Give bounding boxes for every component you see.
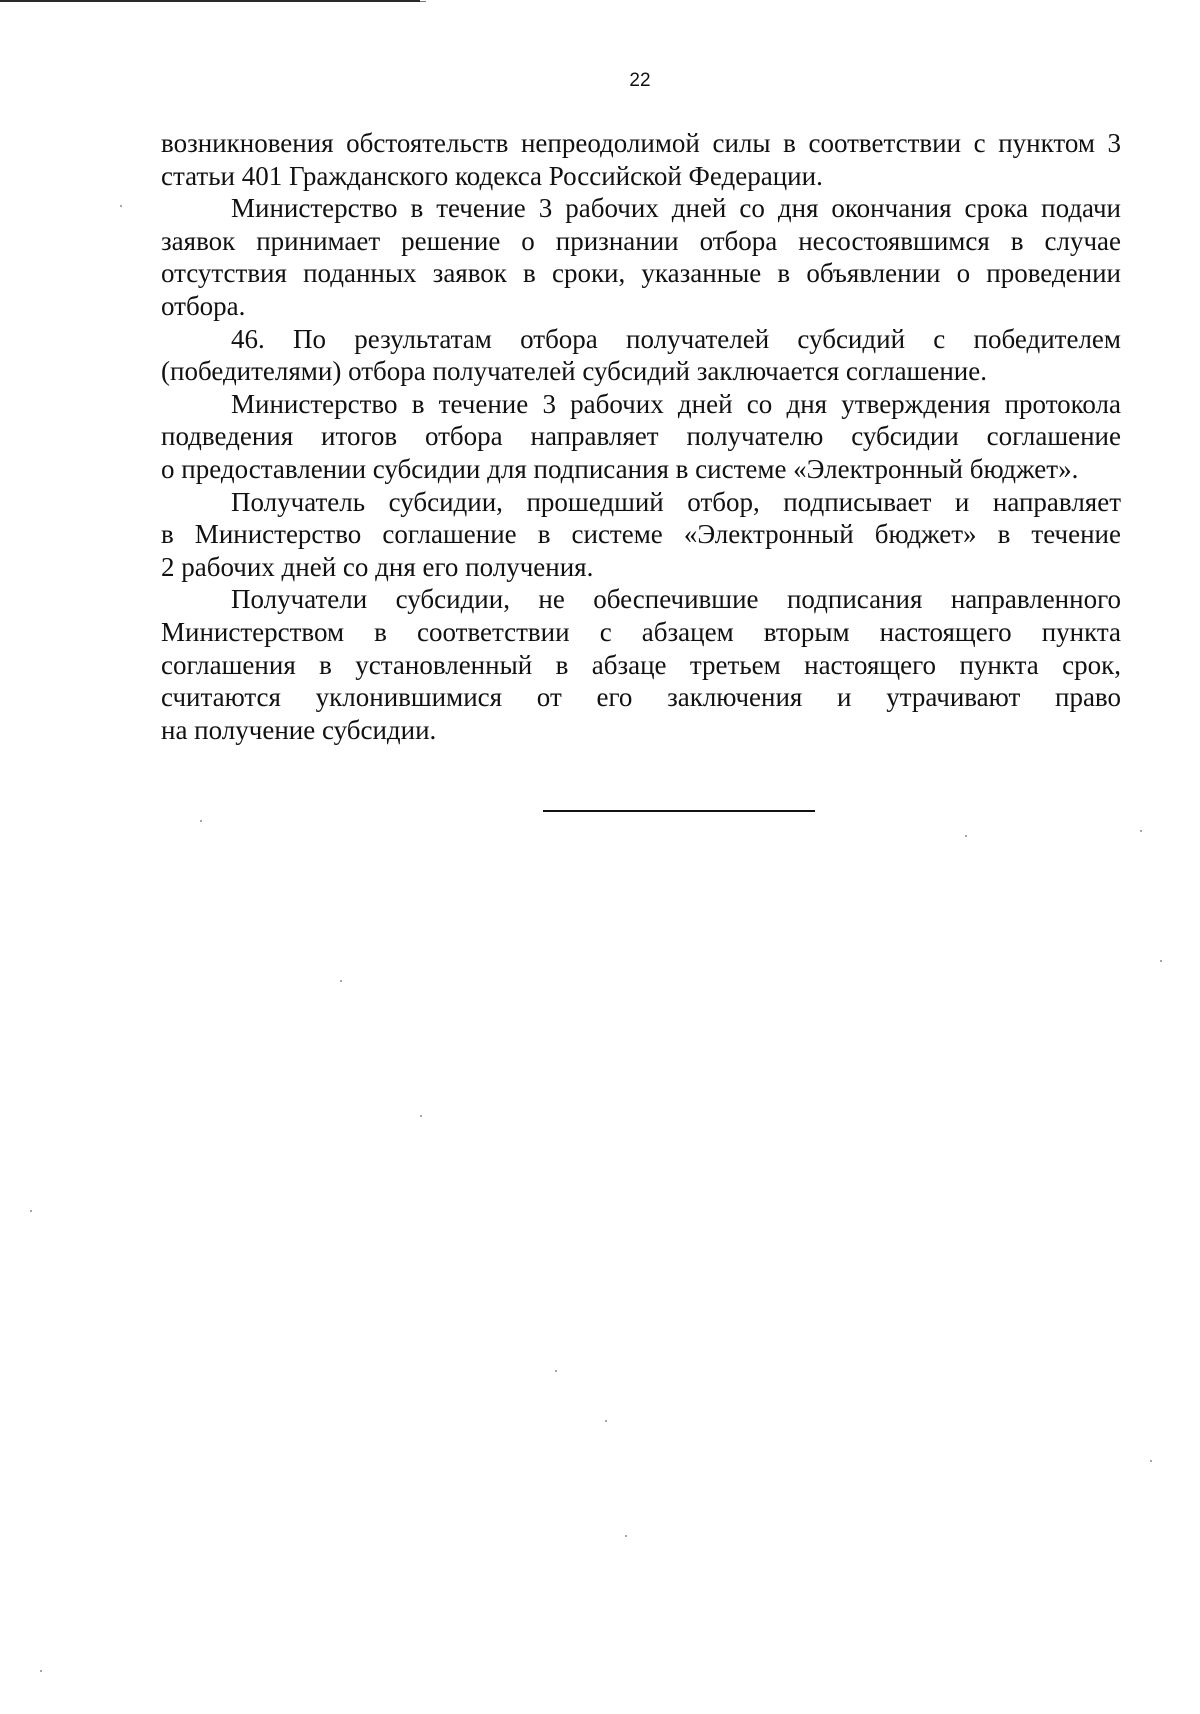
text-line: возникновения обстоятельств непреодолимой силы в соответствии с пунктом 3 [161,128,1121,158]
text-line: в Министерство соглашение в системе «Электронный бюджет» в течение [161,519,1121,550]
scan-speck [200,820,202,822]
end-of-document-rule [543,810,815,812]
scan-speck [625,1535,627,1537]
scan-speck [30,1210,32,1212]
page-number: 22 [629,70,651,91]
text-line: соглашения в установленный в абзаце третьем настоящего пункта срок, [161,649,1121,680]
text-line: (победителями) отбора получателей субсидий заключается соглашение. [161,356,987,387]
scan-speck [120,205,122,207]
text-line: 46. По результатам отбора получателей субсидий с победителем [231,323,1121,354]
text-line: на получение субсидии. [161,714,437,745]
text-line: Министерство в течение 3 рабочих дней со дня утверждения протокола [231,388,1121,419]
text-line: 2 рабочих дней со дня его получения. [161,551,594,582]
text-line: подведения итогов отбора направляет получателю субсидии соглашение [161,421,1121,452]
text-line: Министерством в соответствии с абзацем вторым настоящего пункта [161,616,1121,647]
scan-speck [965,835,967,837]
paragraph-4 [161,388,1121,486]
text-line: Министерство в течение 3 рабочих дней со дня окончания срока подачи [231,193,1121,224]
scan-speck [340,980,342,982]
scan-edge-fragment [420,1,426,2]
paragraph-1 [161,127,1121,192]
document-body [161,127,1121,746]
scan-edge-line [0,0,420,2]
scan-speck [40,1670,42,1672]
text-line: считаются уклонившимися от его заключения и утрачивают право [161,682,1121,713]
scan-speck [1140,830,1142,832]
text-line: Получатели субсидии, не обеспечившие подписания направленного [231,584,1121,615]
scan-speck [555,1370,557,1372]
text-line: отсутствия поданных заявок в сроки, указанные в объявлении о проведении [161,258,1121,289]
scan-speck [420,1115,422,1117]
text-line: Получатель субсидии, прошедший отбор, подписывает и направляет [231,486,1121,517]
paragraph-5 [161,486,1121,584]
text-line: отбора. [161,290,246,321]
scan-speck [1160,960,1162,962]
scan-speck [1150,1460,1152,1462]
text-line: заявок принимает решение о признании отбора несостоявшимся в случае [161,225,1121,256]
paragraph-2 [161,192,1121,322]
paragraph-6 [161,583,1121,746]
text-line: статьи 401 Гражданского кодекса Российской Федерации. [161,160,823,191]
scan-speck [605,1420,607,1422]
paragraph-3 [161,323,1121,388]
text-line: о предоставлении субсидии для подписания в системе «Электронный бюджет». [161,453,1079,484]
